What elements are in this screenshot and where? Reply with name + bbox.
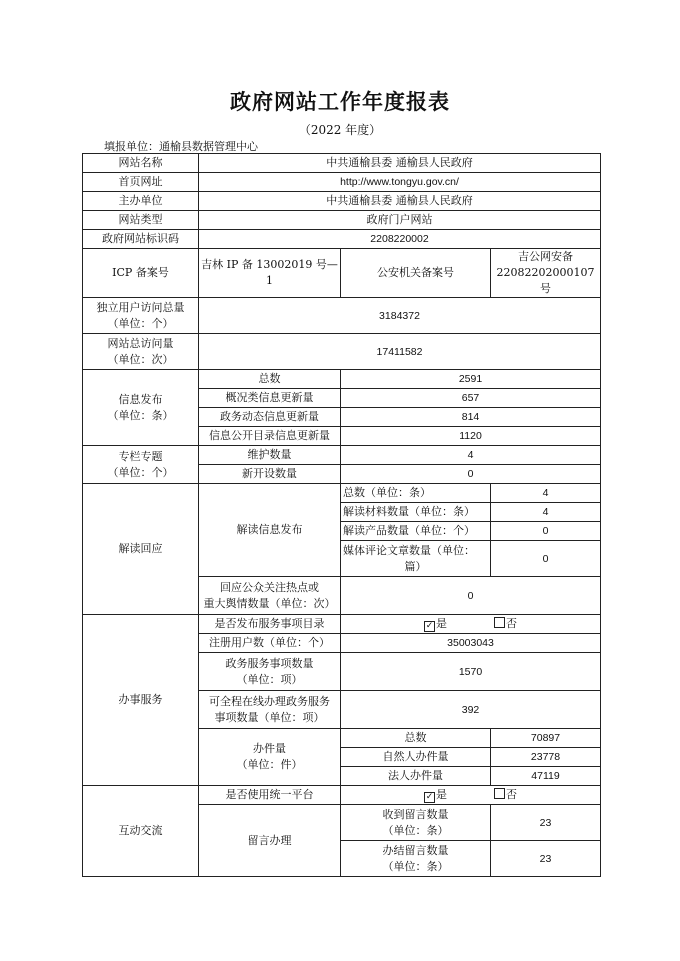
filler-unit: 填报单位：通榆县数据管理中心 [104,140,258,153]
interact-platform-choice [341,786,601,805]
done-label-2: （单位：条） [382,859,449,873]
unique-visitors-label [83,298,199,334]
service-section-label: 办事服务 [83,615,199,786]
done-value: 23 [491,841,601,877]
interpret-row-value: 4 [491,484,601,503]
info-section-label [83,370,199,446]
received-label [341,805,491,841]
row-site-code [83,230,601,249]
site-code-label: 政府网站标识码 [83,230,199,249]
interpret-sub-label: 解读信息发布 [199,484,341,577]
icp-value: 吉林 IP 备 13002019 号—1 [199,249,341,298]
info-row-value: 814 [341,408,601,427]
total-visits-value: 17411582 [199,334,601,370]
police-value-line-1: 吉公网安备 [518,250,573,263]
host-label: 主办单位 [83,192,199,211]
service-online-label [199,691,341,729]
site-name-value: 中共通榆县委 通榆县人民政府 [199,154,601,173]
column-label-1: 专栏专题 [118,449,163,463]
handled-row-value: 23778 [491,748,601,767]
service-users-label: 注册用户数（单位：个） [199,634,341,653]
info-row-label: 概况类信息更新量 [199,389,341,408]
row-interpret-total [83,484,601,503]
handled-label [199,729,341,786]
unique-visitors-label-2: （单位：个） [107,316,174,330]
service-items-label-1: 政务服务事项数量 [225,656,314,670]
interpret-row-label: 解读产品数量（单位：个） [341,522,491,541]
site-type-value: 政府门户网站 [199,211,601,230]
service-users-value: 35003043 [341,634,601,653]
police-value-line-2: 22082202000107 号 [496,266,595,295]
interact-platform-label: 是否使用统一平台 [199,786,341,805]
service-online-label-2: 事项数量（单位：项） [214,710,325,724]
row-icp [83,249,601,298]
handled-row-label: 总数 [341,729,491,748]
choice-yes-label: 是 [436,617,447,630]
column-label-2: （单位：个） [107,465,174,479]
choice-no-label: 否 [506,788,517,801]
row-info-total [83,370,601,389]
interpret-media-label-2: 篇） [404,559,427,573]
column-section-label [83,446,199,484]
interpret-row-value: 0 [491,541,601,577]
interpret-row-label: 总数（单位：条） [341,484,491,503]
police-label: 公安机关备案号 [341,249,491,298]
interact-msg-label: 留言办理 [199,805,341,877]
interpret-row-value: 0 [491,522,601,541]
choice-no-label: 否 [506,617,517,630]
column-row-value: 0 [341,465,601,484]
response-label-1: 回应公众关注热点或 [220,580,319,594]
home-url-value: http://www.tongyu.gov.cn/ [199,173,601,192]
home-url-label: 首页网址 [83,173,199,192]
received-label-1: 收到留言数量 [382,807,449,821]
interpret-row-label [341,541,491,577]
interact-section-label: 互动交流 [83,786,199,877]
response-value: 0 [341,577,601,615]
info-row-value: 657 [341,389,601,408]
response-label-2: 重大舆情数量（单位：次） [203,596,336,610]
info-row-label: 信息公开目录信息更新量 [199,427,341,446]
done-label-1: 办结留言数量 [382,843,449,857]
interpret-section-label: 解读回应 [83,484,199,615]
service-items-label [199,653,341,691]
report-year: （2022 年度） [298,123,382,137]
interpret-row-label: 解读材料数量（单位：条） [341,503,491,522]
report-table [82,153,601,877]
police-value [491,249,601,298]
row-unique-visitors [83,298,601,334]
total-visits-label-1: 网站总访问量 [107,336,174,350]
service-online-label-1: 可全程在线办理政务服务 [209,694,330,708]
row-total-visits [83,334,601,370]
handled-row-label: 法人办件量 [341,767,491,786]
handled-row-value: 70897 [491,729,601,748]
row-service-catalog [83,615,601,634]
total-visits-label [83,334,199,370]
row-site-type [83,211,601,230]
received-value: 23 [491,805,601,841]
checkbox-no-empty [494,788,505,799]
choice-yes-label: 是 [436,788,447,801]
column-row-label: 新开设数量 [199,465,341,484]
info-label-1: 信息发布 [118,392,163,406]
report-title: 政府网站工作年度报表 [230,89,450,114]
row-site-name [83,154,601,173]
handled-label-1: 办件量 [253,742,286,755]
info-row-label: 政务动态信息更新量 [199,408,341,427]
interpret-media-label-1: 媒体评论文章数量（单位： [343,543,475,557]
checkbox-yes-checked: ✓ [425,621,434,631]
service-catalog-label: 是否发布服务事项目录 [199,615,341,634]
handled-label-2: （单位：件） [236,758,303,771]
row-home-url [83,173,601,192]
column-row-label: 维护数量 [199,446,341,465]
info-row-value: 1120 [341,427,601,446]
done-label [341,841,491,877]
handled-row-label: 自然人办件量 [341,748,491,767]
interpret-row-value: 4 [491,503,601,522]
service-items-label-2: （单位：项） [236,672,303,686]
unique-visitors-label-1: 独立用户访问总量 [96,300,185,314]
info-row-value: 2591 [341,370,601,389]
info-label-2: （单位：条） [107,408,174,422]
service-catalog-choice [341,615,601,634]
info-row-label: 总数 [199,370,341,389]
total-visits-label-2: （单位：次） [107,352,174,366]
row-host [83,192,601,211]
row-column-maintain [83,446,601,465]
response-label [199,577,341,615]
checkbox-yes-checked: ✓ [425,792,434,802]
unique-visitors-value: 3184372 [199,298,601,334]
site-name-label: 网站名称 [83,154,199,173]
service-items-value: 1570 [341,653,601,691]
row-interact-platform [83,786,601,805]
received-label-2: （单位：条） [382,823,449,837]
site-type-label: 网站类型 [83,211,199,230]
icp-label: ICP 备案号 [83,249,199,298]
service-online-value: 392 [341,691,601,729]
checkbox-no-empty [494,617,505,628]
column-row-value: 4 [341,446,601,465]
host-value: 中共通榆县委 通榆县人民政府 [199,192,601,211]
handled-row-value: 47119 [491,767,601,786]
site-code-value: 2208220002 [199,230,601,249]
